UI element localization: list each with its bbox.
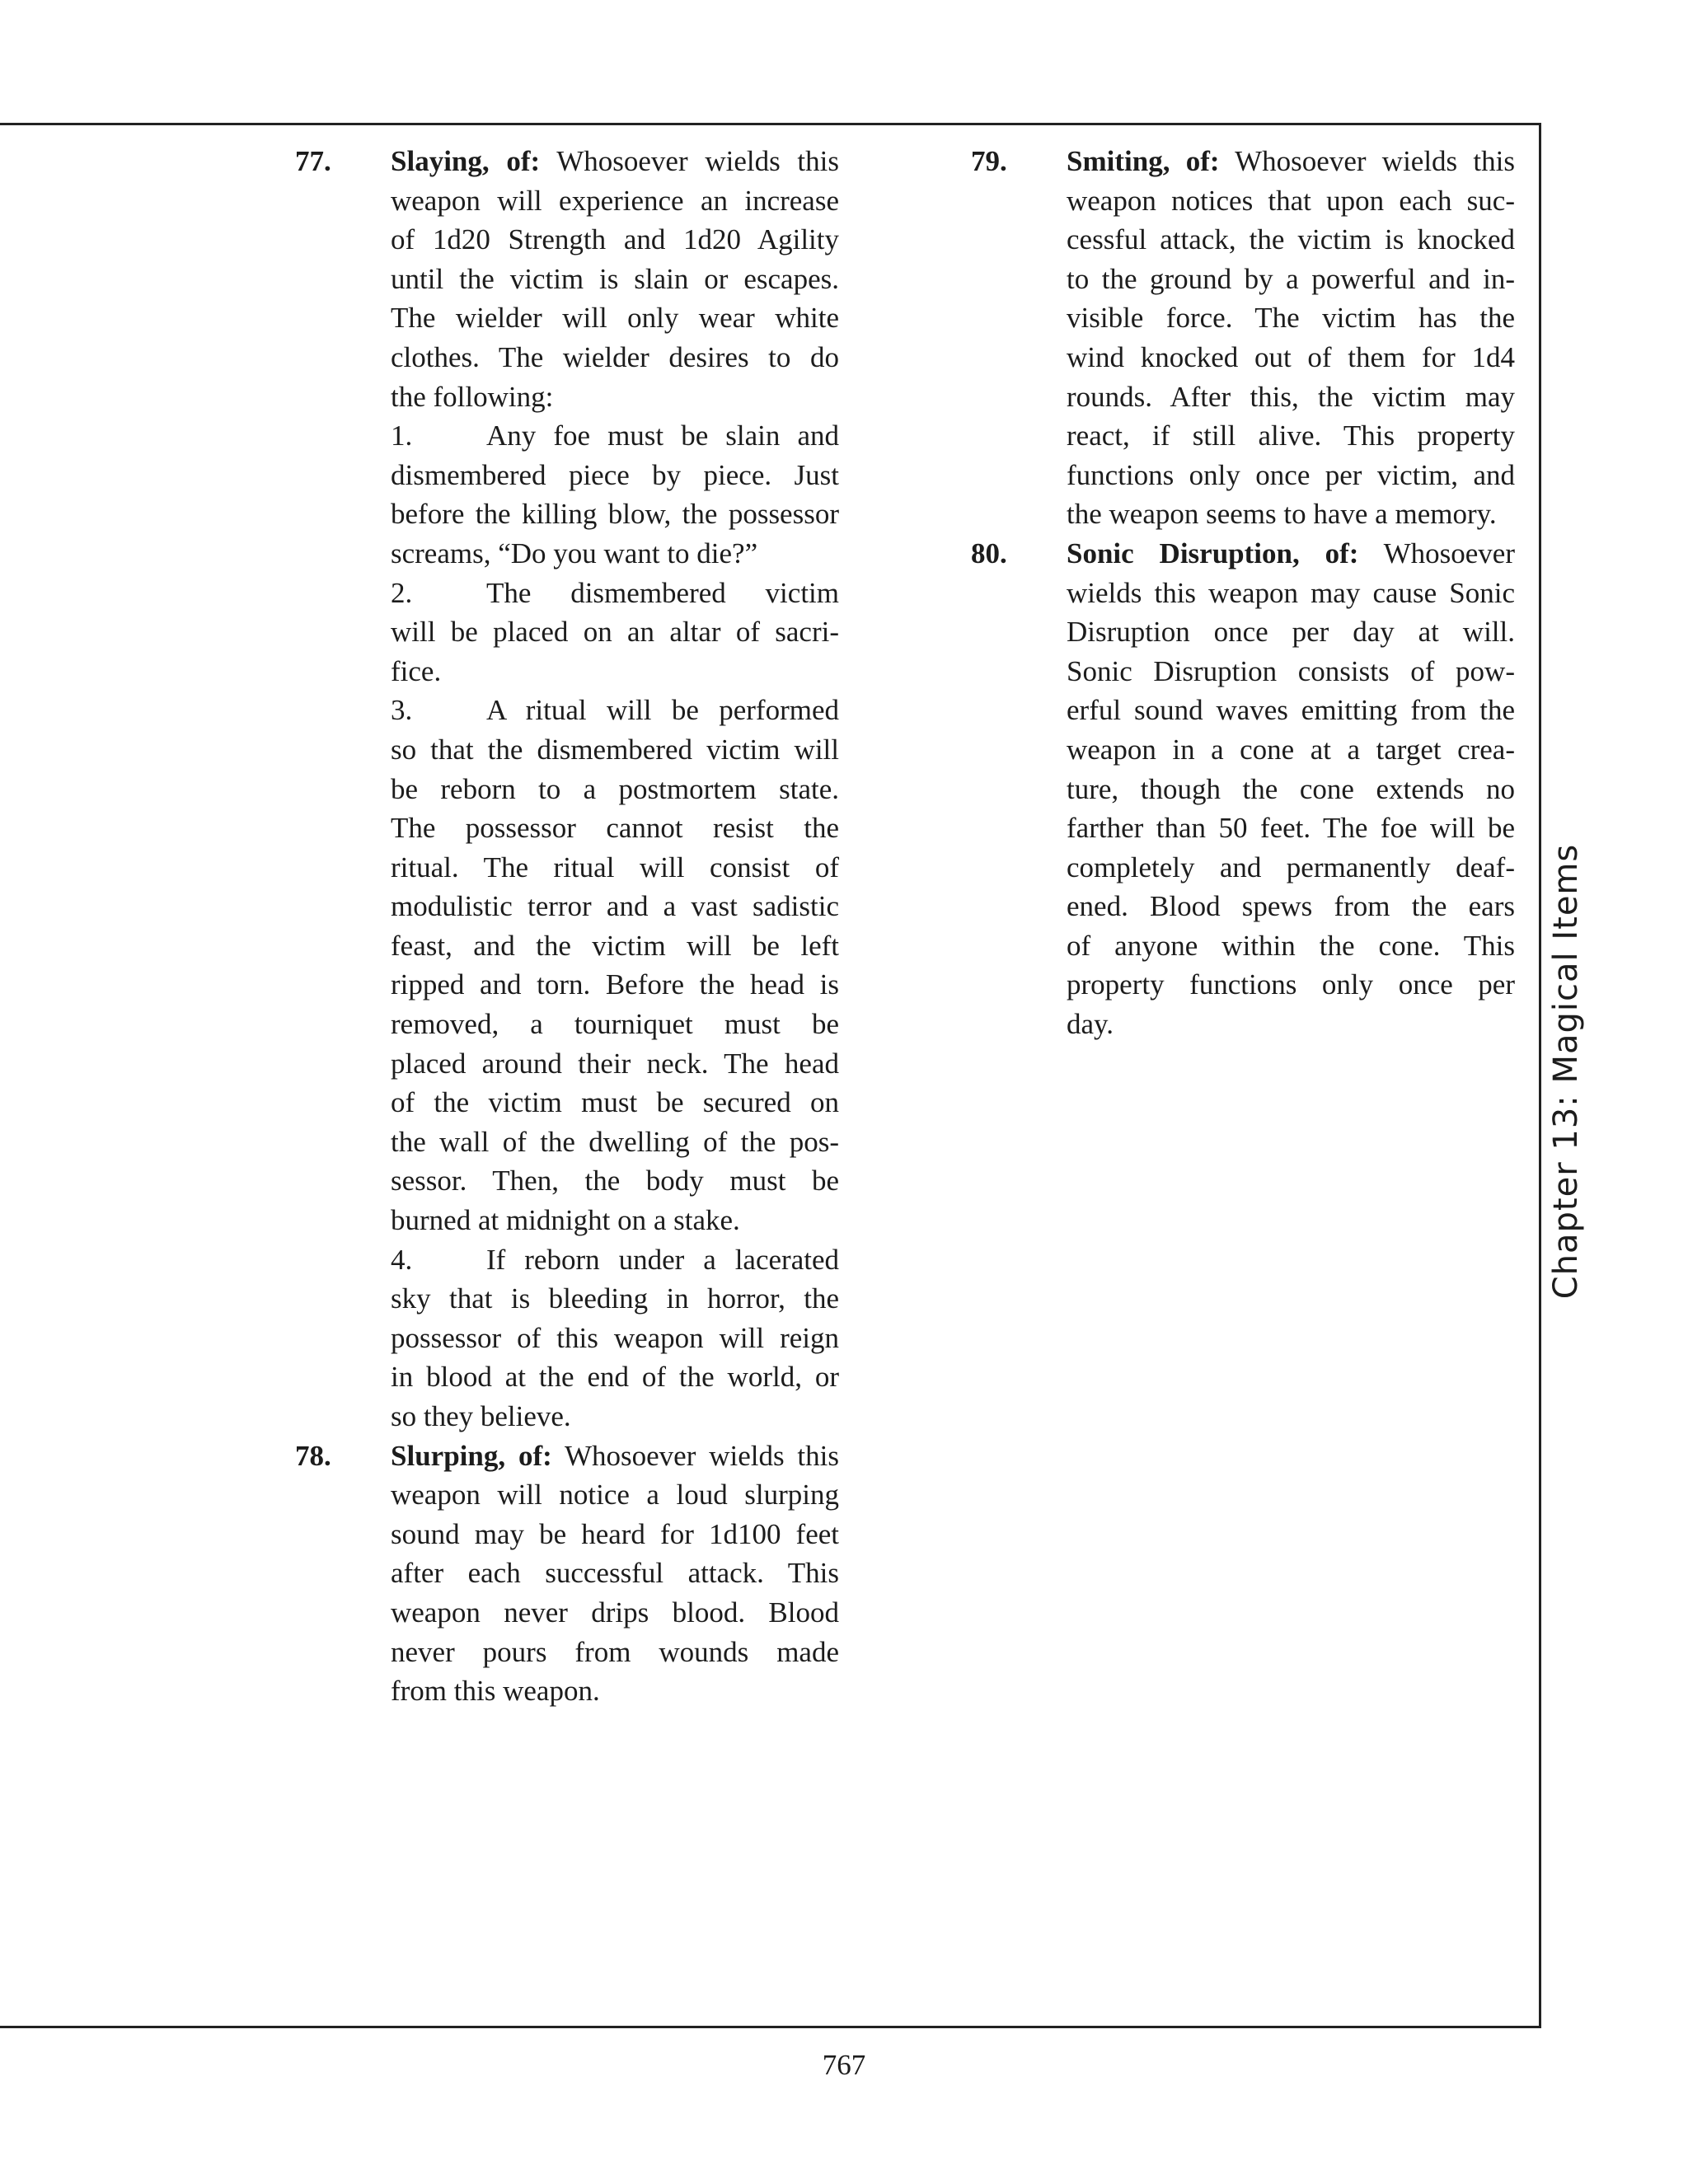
text-line: of anyone within the cone. This — [1067, 929, 1515, 962]
page-frame-right-rule — [1539, 123, 1541, 2028]
list-item-number: 3. — [391, 694, 413, 727]
text-line: before the killing blow, the possessor — [391, 498, 839, 531]
text-line: burned at midnight on a stake. — [391, 1204, 740, 1237]
text-line: so that the dismembered victim will — [391, 733, 839, 766]
text-line: fice. — [391, 654, 442, 687]
entry-title: Slurping, of: — [391, 1439, 552, 1472]
text-line: weapon will experience an increase — [391, 184, 839, 217]
text-line: possessor of this weapon will reign — [391, 1321, 839, 1354]
text-line: weapon never drips blood. Blood — [391, 1596, 839, 1629]
page-frame-top-rule — [0, 123, 1541, 125]
text-line: weapon will notice a loud slurping — [391, 1479, 839, 1511]
text-line: Disruption once per day at will. — [1067, 616, 1515, 649]
list-item-number: 1. — [391, 419, 413, 452]
text-line: the following: — [391, 380, 554, 413]
text-line: feast, and the victim will be left — [391, 929, 839, 962]
text-line: clothes. The wielder desires to do — [391, 340, 839, 373]
list-item-first-line — [391, 416, 839, 456]
text-line: the weapon seems to have a memory. — [1067, 498, 1497, 531]
text-line: react, if still alive. This property — [1067, 419, 1515, 452]
text-line: property functions only once per — [1067, 968, 1515, 1001]
text-line: in blood at the end of the world, or — [391, 1361, 839, 1394]
entry-number: 78. — [295, 1439, 331, 1472]
entry-number: 79. — [971, 145, 1007, 177]
right-column — [971, 142, 1515, 1044]
text-line: of the victim must be secured on — [391, 1086, 839, 1119]
text-line: ened. Blood spews from the ears — [1067, 890, 1515, 923]
text-line: the wall of the dwelling of the pos- — [391, 1125, 839, 1158]
list-item-text: Any foe must be slain and — [486, 419, 839, 452]
text-line: ture, though the cone extends no — [1067, 772, 1515, 805]
list-item-first-line — [391, 691, 839, 730]
text-line: never pours from wounds made — [391, 1635, 839, 1668]
text-line: The possessor cannot resist the — [391, 812, 839, 845]
list-item-number: 2. — [391, 576, 413, 609]
list-item-number: 4. — [391, 1243, 413, 1276]
entry-78 — [295, 1436, 839, 1711]
page-number: 767 — [822, 2049, 866, 2081]
entry-first-line-text: Whosoever wields this — [1219, 145, 1515, 177]
text-line: The wielder will only wear white — [391, 302, 839, 335]
text-line: will be placed on an altar of sacri- — [391, 616, 839, 649]
text-line: after each successful attack. This — [391, 1557, 839, 1590]
entry-first-line — [1067, 534, 1515, 574]
text-line: to the ground by a powerful and in- — [1067, 262, 1515, 295]
list-item-text: The dismembered victim — [486, 576, 839, 609]
list-item-first-line — [391, 574, 839, 613]
text-line: farther than 50 feet. The foe will be — [1067, 812, 1515, 845]
entry-first-line-text: Whosoever wields this — [540, 145, 839, 177]
entry-first-line — [1067, 142, 1515, 181]
entry-body — [1067, 142, 1515, 534]
text-line: dismembered piece by piece. Just — [391, 458, 839, 491]
entry-first-line-text: Whosoever — [1358, 537, 1515, 569]
text-line: until the victim is slain or escapes. — [391, 262, 839, 295]
text-line: functions only once per victim, and — [1067, 458, 1515, 491]
entry-77 — [295, 142, 839, 1436]
entry-body — [391, 1436, 839, 1711]
text-line: so they believe. — [391, 1400, 571, 1432]
entry-first-line — [391, 142, 839, 181]
text-line: modulistic terror and a vast sadistic — [391, 890, 839, 923]
text-line: removed, a tourniquet must be — [391, 1008, 839, 1041]
entry-body — [1067, 534, 1515, 1044]
entry-first-line-text: Whosoever wields this — [551, 1439, 840, 1472]
text-line: cessful attack, the victim is knocked — [1067, 223, 1515, 256]
text-line: sound may be heard for 1d100 feet — [391, 1517, 839, 1550]
text-line: of 1d20 Strength and 1d20 Agility — [391, 223, 839, 256]
text-line: from this weapon. — [391, 1675, 600, 1708]
entry-first-line — [391, 1436, 839, 1476]
entry-number: 80. — [971, 537, 1007, 569]
text-line: wind knocked out of them for 1d4 — [1067, 340, 1515, 373]
text-line: ripped and torn. Before the head is — [391, 968, 839, 1001]
list-item-text: A ritual will be performed — [486, 694, 839, 727]
text-line: screams, “Do you want to die?” — [391, 537, 758, 569]
text-line: sky that is bleeding in horror, the — [391, 1282, 839, 1315]
text-line: erful sound waves emitting from the — [1067, 694, 1515, 727]
text-line: weapon in a cone at a target crea- — [1067, 733, 1515, 766]
text-line: ritual. The ritual will consist of — [391, 851, 839, 883]
entry-79 — [971, 142, 1515, 534]
entry-title: Slaying, of: — [391, 145, 541, 177]
text-line: weapon notices that upon each suc- — [1067, 184, 1515, 217]
list-item-text: If reborn under a lacerated — [486, 1243, 839, 1276]
left-column — [295, 142, 839, 1711]
text-line: be reborn to a postmortem state. — [391, 772, 839, 805]
list-item-first-line — [391, 1240, 839, 1280]
text-line: placed around their neck. The head — [391, 1047, 839, 1080]
text-line: Sonic Disruption consists of pow- — [1067, 654, 1515, 687]
text-line: wields this weapon may cause Sonic — [1067, 576, 1515, 609]
entry-title: Sonic Disruption, of: — [1067, 537, 1359, 569]
text-line: day. — [1067, 1008, 1114, 1041]
text-line: sessor. Then, the body must be — [391, 1165, 839, 1197]
page-frame-bottom-rule — [0, 2026, 1541, 2028]
chapter-side-title: Chapter 13: Magical Items — [1547, 843, 1585, 1300]
entry-80 — [971, 534, 1515, 1044]
text-line: completely and permanently deaf- — [1067, 851, 1515, 883]
entry-title: Smiting, of: — [1067, 145, 1220, 177]
text-line: visible force. The victim has the — [1067, 302, 1515, 335]
entry-number: 77. — [295, 145, 331, 177]
entry-body — [391, 142, 839, 1436]
text-line: rounds. After this, the victim may — [1067, 380, 1515, 413]
